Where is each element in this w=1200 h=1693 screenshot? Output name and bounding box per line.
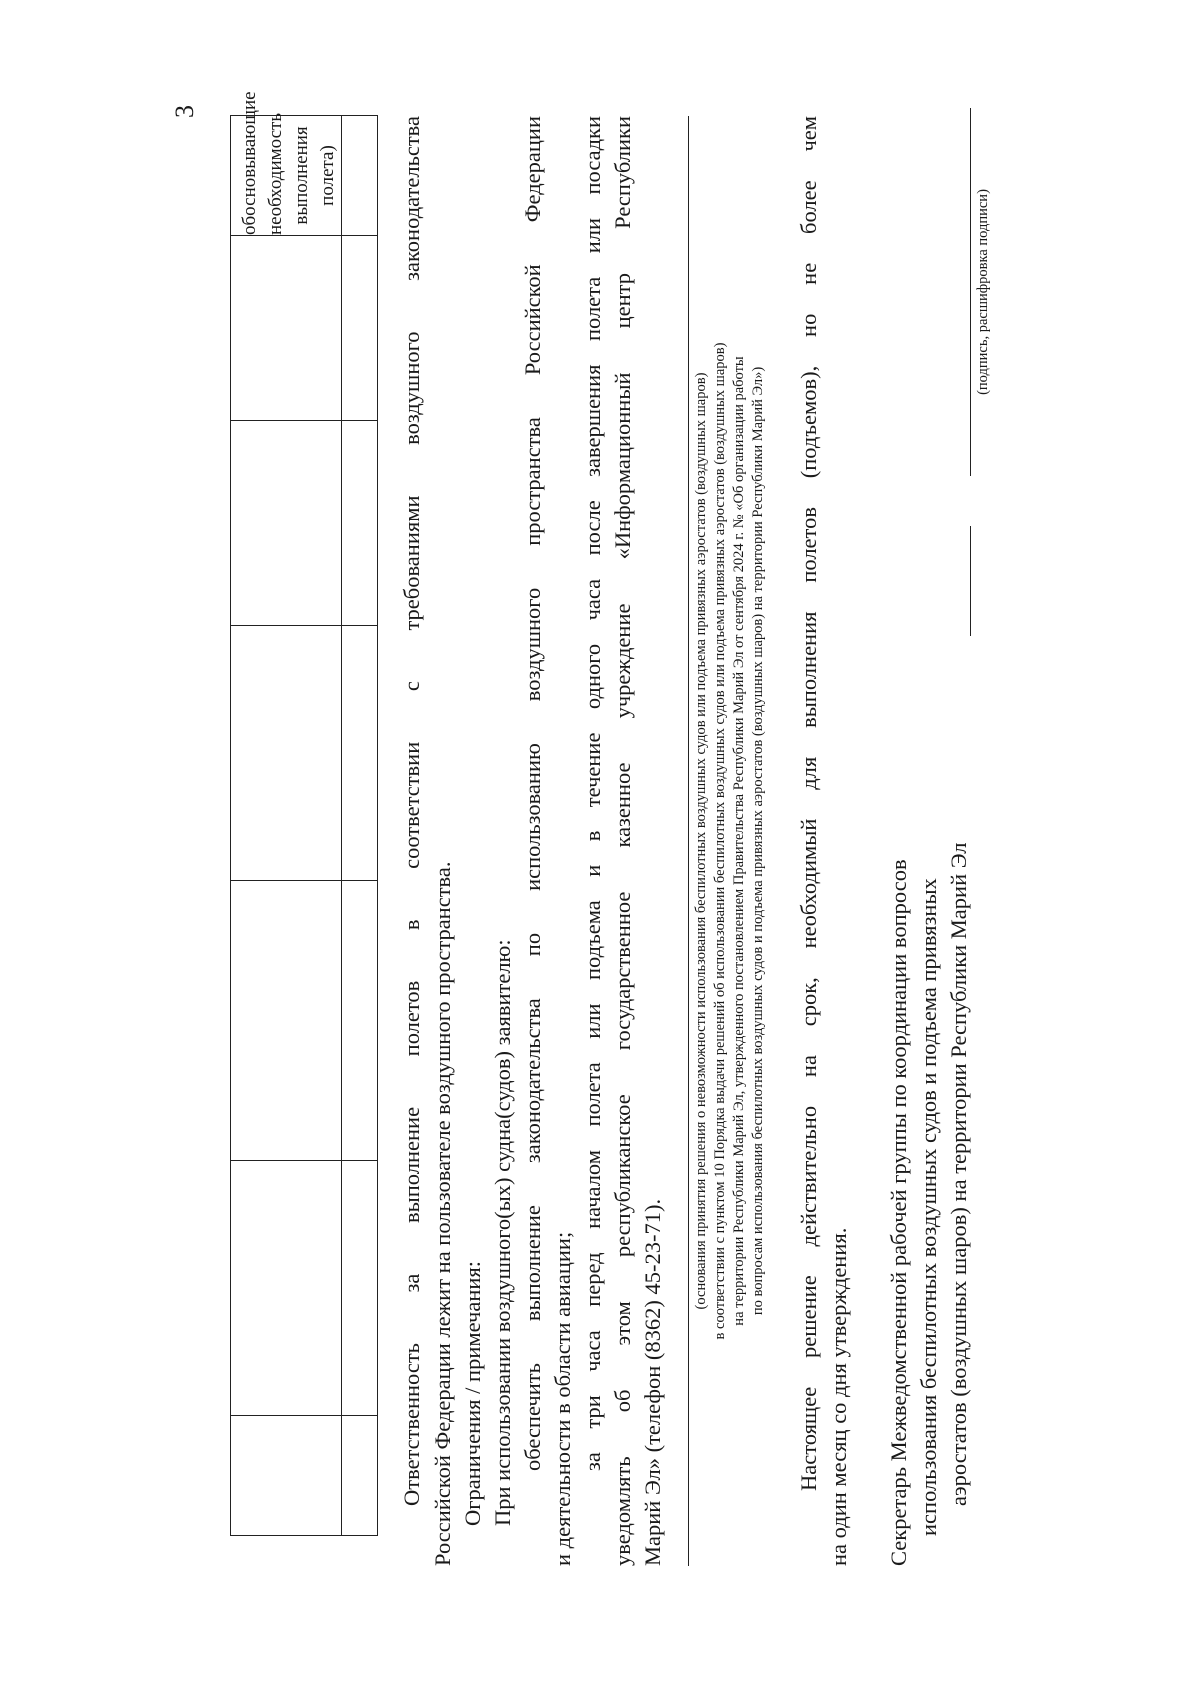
table-cell bbox=[342, 116, 378, 236]
table-empty-row bbox=[342, 116, 378, 1536]
grounds-note-line: (основания принятия решения о невозможности использования беспилотных воздушных судов или подъема привязных аэростатов (воздушных шаров) bbox=[693, 372, 709, 1310]
signature-line bbox=[970, 526, 971, 636]
header-text-line: обосновывающие bbox=[239, 91, 260, 235]
grounds-note-line: в соответствии с пунктом 10 Порядка выдачи решений об использовании беспилотных воздушных судов или подъема привязных аэростатов (воздушных шаров) bbox=[712, 342, 728, 1340]
ensure-compliance-text-continued: и деятельности в области авиации; bbox=[550, 1231, 575, 1566]
table-cell bbox=[231, 626, 342, 881]
header-text-line: необходимость bbox=[265, 112, 286, 235]
form-table bbox=[230, 91, 378, 1536]
responsibility-text-continued: Российской Федерации лежит на пользователе воздушного пространства. bbox=[430, 861, 455, 1566]
grounds-note-line: на территории Республики Марий Эл, утвержденного постановлением Правительства Республики Марий Эл от сентября 2024 г. № «Об организации работы bbox=[731, 356, 747, 1326]
table-cell bbox=[231, 881, 342, 1161]
table-cell bbox=[342, 1416, 378, 1536]
grounds-underline bbox=[688, 116, 689, 1566]
table-cell bbox=[342, 236, 378, 421]
signatory-title-line: аэростатов (воздушных шаров) на территории Республики Марий Эл bbox=[946, 842, 971, 1506]
table-cell bbox=[342, 881, 378, 1161]
restrictions-label: Ограничения / примечания: bbox=[460, 1260, 485, 1526]
signatory-title-line: Секретарь Межведомственной рабочей группы по координации вопросов bbox=[886, 859, 911, 1566]
validity-text: Настоящее решение действительно на срок, необходимый для выполнения полетов (подъемов), но не более чем bbox=[796, 116, 821, 1491]
table-cell bbox=[342, 626, 378, 881]
table-cell bbox=[231, 1161, 342, 1416]
table-cell bbox=[231, 1416, 342, 1536]
notification-phone: Марий Эл» (телефон (8362) 45-23-71). bbox=[640, 1198, 665, 1566]
header-text-line: выполнения полета) bbox=[291, 126, 338, 225]
page-number: 3 bbox=[170, 105, 199, 118]
last-column-header bbox=[231, 91, 342, 236]
responsibility-text: Ответственность за выполнение полетов в соответствии с требованиями воздушного законодательства bbox=[399, 116, 424, 1506]
signatory-title-line: использования беспилотных воздушных судов и подъема привязных bbox=[916, 878, 941, 1536]
rotated-document-sheet bbox=[120, 66, 1080, 1626]
table-cell bbox=[231, 421, 342, 626]
validity-text-continued: на один месяц со дня утверждения. bbox=[826, 1227, 851, 1566]
signature-name-line bbox=[970, 108, 971, 476]
usage-conditions-intro: При использовании воздушного(ых) судна(судов) заявителю: bbox=[490, 939, 515, 1526]
table-cell bbox=[342, 1161, 378, 1416]
notification-text-continued: уведомлять об этом республиканское государственное казенное учреждение «Информационный центр Республики bbox=[610, 116, 635, 1566]
ensure-compliance-text: обеспечить выполнение законодательства по использованию воздушного пространства Российской Федерации bbox=[520, 116, 545, 1471]
table-cell bbox=[342, 421, 378, 626]
grounds-note-line: по вопросам использования беспилотных воздушных судов и подъема привязных аэростатов (воздушных шаров) на территории Республики Марий Эл») bbox=[750, 366, 766, 1316]
notification-text: за три часа перед началом полета или подъема и в течение одного часа после завершения полета или посадки bbox=[580, 116, 605, 1471]
table-header-row bbox=[231, 116, 342, 1536]
signature-caption: (подпись, расшифровка подписи) bbox=[975, 189, 991, 395]
table-cell bbox=[231, 236, 342, 421]
